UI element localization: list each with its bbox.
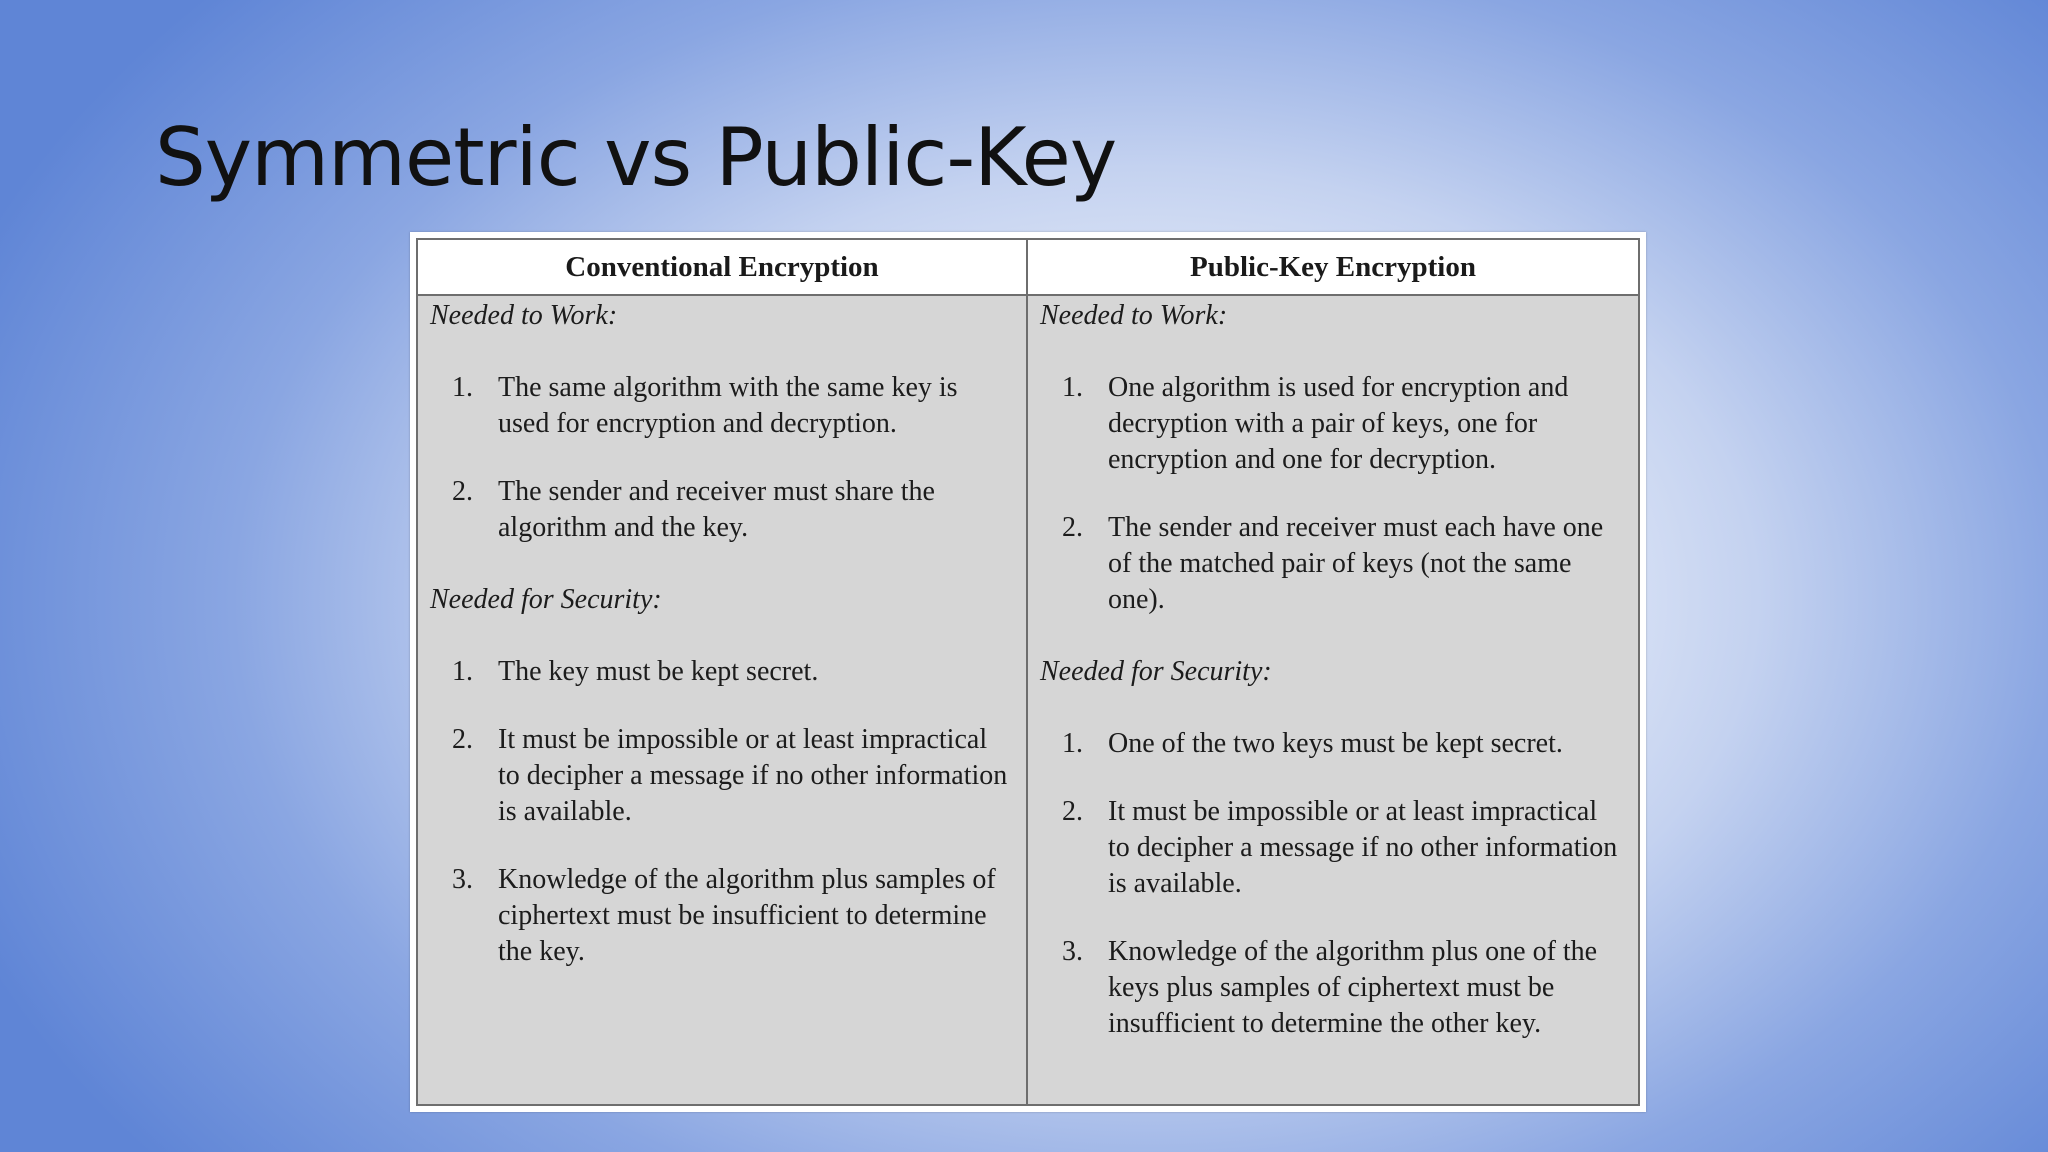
table-header-row <box>418 240 1638 296</box>
item-text: The sender and receiver must share the algorithm and the key. <box>498 476 935 543</box>
item-text: The same algorithm with the same key is used for encryption and decryption. <box>498 372 958 439</box>
list-item <box>430 654 1014 690</box>
section-heading-needed-to-work: Needed to Work: <box>1040 300 1228 331</box>
list-item <box>1040 794 1626 902</box>
item-text: The key must be kept secret. <box>498 656 819 687</box>
item-number: 1. <box>452 656 473 687</box>
list-item <box>430 722 1014 830</box>
list-item <box>1040 934 1626 1042</box>
item-number: 1. <box>1062 728 1083 759</box>
header-conventional-encryption: Conventional Encryption <box>418 240 1028 294</box>
comparison-table-grid <box>416 238 1640 1106</box>
list-item <box>430 474 1014 546</box>
list-item <box>1040 370 1626 478</box>
item-number: 3. <box>1062 936 1083 967</box>
list-item <box>430 370 1014 442</box>
item-number: 2. <box>1062 512 1083 543</box>
item-text: The sender and receiver must each have one of the matched pair of keys (not the same one). <box>1108 512 1604 615</box>
item-number: 2. <box>1062 796 1083 827</box>
conventional-encryption-cell <box>418 296 1028 1104</box>
section-heading-needed-for-security: Needed for Security: <box>430 584 662 615</box>
item-text: One algorithm is used for encryption and decryption with a pair of keys, one for encryption and one for decryption. <box>1108 372 1569 475</box>
item-number: 1. <box>452 372 473 403</box>
item-text: It must be impossible or at least impractical to decipher a message if no other information is available. <box>498 724 1008 827</box>
section-heading-needed-for-security: Needed for Security: <box>1040 656 1272 687</box>
comparison-table <box>410 232 1646 1112</box>
item-number: 2. <box>452 476 473 507</box>
item-text: Knowledge of the algorithm plus samples of ciphertext must be insufficient to determine the key. <box>498 864 996 967</box>
item-number: 1. <box>1062 372 1083 403</box>
header-public-key-encryption: Public-Key Encryption <box>1190 250 1476 283</box>
list-item <box>1040 726 1626 762</box>
item-text: It must be impossible or at least impractical to decipher a message if no other information is available. <box>1108 796 1618 899</box>
section-heading-needed-to-work: Needed to Work: <box>430 300 618 331</box>
item-text: Knowledge of the algorithm plus one of the keys plus samples of ciphertext must be insufficient to determine the other key. <box>1108 936 1598 1039</box>
slide-title: Symmetric vs Public-Key <box>155 111 1117 204</box>
item-number: 3. <box>452 864 473 895</box>
list-item <box>430 862 1014 970</box>
item-text: One of the two keys must be kept secret. <box>1108 728 1563 759</box>
list-item <box>1040 510 1626 618</box>
public-key-encryption-cell <box>1028 296 1638 1104</box>
table-body-row <box>418 296 1638 1104</box>
item-number: 2. <box>452 724 473 755</box>
